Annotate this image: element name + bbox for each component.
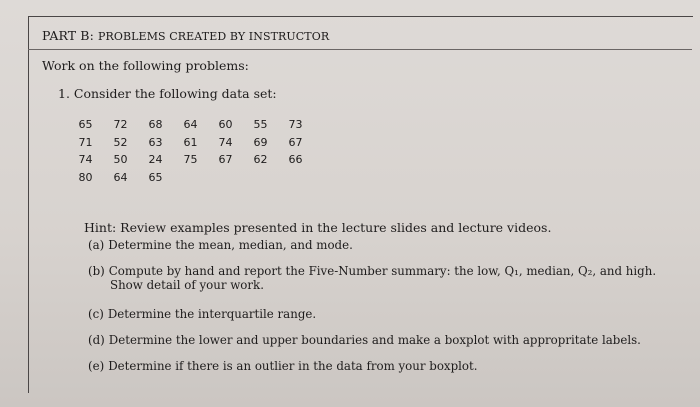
data-value: 71 — [78, 135, 93, 149]
data-value: 63 — [148, 135, 163, 149]
data-row — [68, 118, 313, 136]
data-value: 65 — [78, 118, 93, 131]
data-row — [68, 136, 313, 154]
part-c-text: Determine the interquartile range. — [107, 307, 317, 321]
data-value: 64 — [183, 118, 198, 131]
data-value: 55 — [253, 118, 268, 131]
part-b-text-line2: Show detail of your work. — [110, 278, 264, 292]
part-a-text: Determine the mean, median, and mode. — [108, 238, 353, 252]
part-c-tag: (c) — [88, 307, 104, 321]
intro-text: Work on the following problems: — [42, 58, 249, 73]
data-row — [68, 171, 313, 189]
section-part-label: PART B: — [42, 28, 94, 43]
part-e — [88, 359, 478, 373]
data-value: 62 — [253, 153, 268, 166]
part-d-text: Determine the lower and upper boundaries and make a boxplot with appropritate labels. — [108, 333, 641, 347]
data-row — [68, 153, 313, 171]
data-value: 67 — [218, 153, 233, 166]
part-d-tag: (d) — [88, 333, 105, 347]
data-value: 24 — [148, 153, 163, 166]
data-value: 50 — [113, 153, 128, 166]
heading-divider — [28, 49, 692, 50]
question-text: Consider the following data set: — [73, 86, 277, 101]
question-number: 1. — [58, 86, 70, 101]
question-1 — [58, 86, 277, 101]
part-b-text: Compute by hand and report the Five-Number summary: the low, Q₁, median, Q₂, and high. — [108, 264, 657, 278]
part-b-tag: (b) — [88, 264, 105, 278]
part-c — [88, 307, 316, 321]
part-d — [88, 333, 641, 347]
data-value: 64 — [113, 170, 128, 184]
data-value: 68 — [148, 118, 163, 131]
data-value: 67 — [288, 135, 303, 149]
data-value: 72 — [113, 118, 128, 131]
data-value: 61 — [183, 135, 198, 149]
part-a — [88, 238, 353, 252]
data-value: 60 — [218, 118, 233, 131]
part-e-tag: (e) — [88, 359, 105, 373]
data-value: 65 — [148, 170, 163, 184]
data-value: 66 — [288, 153, 303, 166]
data-value: 74 — [218, 135, 233, 149]
part-e-text: Determine if there is an outlier in the data from your boxplot. — [108, 359, 478, 373]
part-b — [88, 264, 656, 292]
data-value: 74 — [78, 153, 93, 166]
data-value: 52 — [113, 135, 128, 149]
section-title: PROBLEMS CREATED BY INSTRUCTOR — [97, 30, 330, 43]
data-value: 69 — [253, 135, 268, 149]
section-heading — [42, 28, 329, 43]
data-set-table — [68, 118, 313, 188]
data-value: 80 — [78, 170, 93, 184]
hint-text: Hint: Review examples presented in the lecture slides and lecture videos. — [84, 220, 552, 235]
part-a-tag: (a) — [88, 238, 105, 252]
data-value: 75 — [183, 153, 198, 166]
data-value: 73 — [288, 118, 303, 131]
